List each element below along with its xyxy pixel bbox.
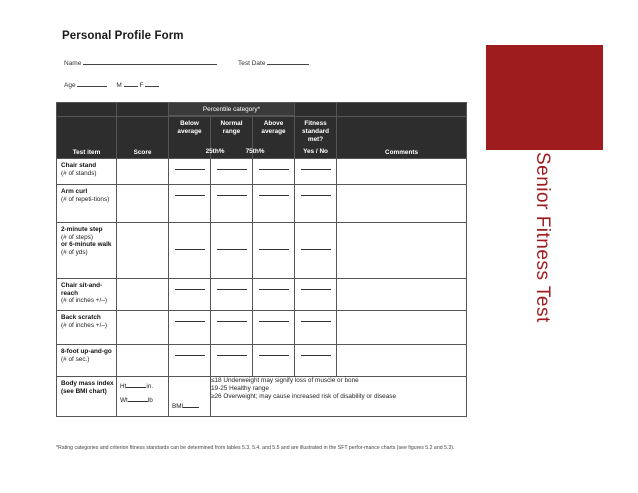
row-label: 8-foot up-and-go (# of sec.)	[57, 345, 117, 377]
header-blank-4	[337, 103, 467, 117]
percentile-header: Percentile category*	[169, 103, 295, 116]
row-label: Arm curl (# of repeti-tions)	[57, 185, 117, 223]
height-field: Ht in.	[120, 383, 154, 390]
form-title: Personal Profile Form	[62, 30, 184, 42]
header-blank-3	[295, 103, 337, 117]
below-cell[interactable]	[169, 223, 211, 279]
row-label: Chair stand (# of stands)	[57, 159, 117, 185]
bmi-note-healthy: 19-25 Healthy range	[211, 385, 269, 392]
below-cell[interactable]	[169, 311, 211, 345]
above-cell[interactable]	[253, 345, 295, 377]
score-cell[interactable]	[117, 311, 169, 345]
comments-cell[interactable]	[337, 159, 467, 185]
below-average-label: Below average	[177, 120, 202, 135]
table-row	[57, 223, 467, 279]
fitness-standard-header	[295, 117, 337, 159]
comments-cell[interactable]	[337, 185, 467, 223]
bmi-row	[57, 377, 467, 417]
standard-cell[interactable]	[295, 345, 337, 377]
m-line	[124, 80, 138, 87]
above-cell[interactable]	[253, 159, 295, 185]
test-date-field	[238, 58, 309, 67]
normal-cell[interactable]	[211, 185, 253, 223]
weight-field: Wt lb	[120, 397, 153, 404]
header-blank-1	[57, 103, 117, 117]
row-label: Back scratch (# of inches +/–)	[57, 311, 117, 345]
p75-label: 75th%	[245, 148, 265, 155]
p25-label: 25th%	[205, 148, 225, 155]
score-cell[interactable]	[117, 345, 169, 377]
name-label: Name	[64, 60, 82, 67]
test-item-header: Test item	[57, 117, 117, 159]
table-row	[57, 159, 467, 185]
normal-range-label: Normal range	[220, 120, 243, 135]
above-cell[interactable]	[253, 311, 295, 345]
accent-block	[486, 45, 603, 150]
normal-cell[interactable]	[211, 159, 253, 185]
slide-title: Senior Fitness Test	[532, 152, 553, 323]
normal-cell[interactable]	[211, 345, 253, 377]
below-cell[interactable]	[169, 345, 211, 377]
bmi-score-cell[interactable]	[117, 377, 169, 417]
score-cell[interactable]	[117, 279, 169, 311]
comments-header: Comments	[337, 117, 467, 159]
age-field	[64, 80, 159, 89]
footnote: *Rating categories and criterion fitness standards can be determined from tables 5.3, 5.4, and 5.5 and are illustrated in the SFT perfor-mance charts (see figures 5.2 and 5.3).	[56, 445, 455, 451]
age-label: Age	[64, 82, 76, 89]
normal-cell[interactable]	[211, 223, 253, 279]
below-cell[interactable]	[169, 159, 211, 185]
age-line	[77, 80, 107, 87]
standard-cell[interactable]	[295, 311, 337, 345]
test-date-label: Test Date	[238, 60, 266, 67]
comments-cell[interactable]	[337, 223, 467, 279]
score-cell[interactable]	[117, 223, 169, 279]
normal-cell[interactable]	[211, 311, 253, 345]
table-row	[57, 185, 467, 223]
table-row	[57, 311, 467, 345]
comments-cell[interactable]	[337, 345, 467, 377]
above-cell[interactable]	[253, 223, 295, 279]
fitness-standard-label: Fitness standard met?	[302, 120, 330, 143]
table-row	[57, 279, 467, 311]
comments-cell[interactable]	[337, 279, 467, 311]
bmi-note-underweight: ≤18 Underweight may signify loss of muscle or bone	[211, 377, 359, 384]
score-cell[interactable]	[117, 185, 169, 223]
table-row	[57, 345, 467, 377]
name-field	[64, 58, 217, 67]
f-line	[145, 80, 159, 87]
test-date-line	[267, 58, 309, 65]
bmi-note-overweight: ≥26 Overweight; may cause increased risk of disability or disease	[211, 393, 397, 400]
bmi-value-cell[interactable]: BMI	[169, 377, 211, 417]
m-label: M	[116, 82, 122, 89]
standard-cell[interactable]	[295, 223, 337, 279]
header-blank-2	[117, 103, 169, 117]
below-cell[interactable]	[169, 279, 211, 311]
above-average-header	[245, 117, 295, 159]
yes-no-label: Yes / No	[303, 148, 328, 155]
below-cell[interactable]	[169, 185, 211, 223]
normal-cell[interactable]	[211, 279, 253, 311]
bmi-label: Body mass index (see BMI chart)	[57, 377, 117, 417]
row-label: Chair sit-and-reach (# of inches +/–)	[57, 279, 117, 311]
standard-cell[interactable]	[295, 185, 337, 223]
bmi-notes	[211, 377, 467, 417]
above-cell[interactable]	[253, 185, 295, 223]
fitness-table	[56, 102, 467, 417]
score-header: Score	[117, 117, 169, 159]
row-label: 2-minute step (# of steps) or 6-minute walk (# of yds)	[57, 223, 117, 279]
above-cell[interactable]	[253, 279, 295, 311]
comments-cell[interactable]	[337, 311, 467, 345]
score-cell[interactable]	[117, 159, 169, 185]
standard-cell[interactable]	[295, 159, 337, 185]
standard-cell[interactable]	[295, 279, 337, 311]
name-line	[83, 58, 217, 65]
above-average-label: Above average	[261, 120, 286, 135]
f-label: F	[139, 82, 144, 89]
